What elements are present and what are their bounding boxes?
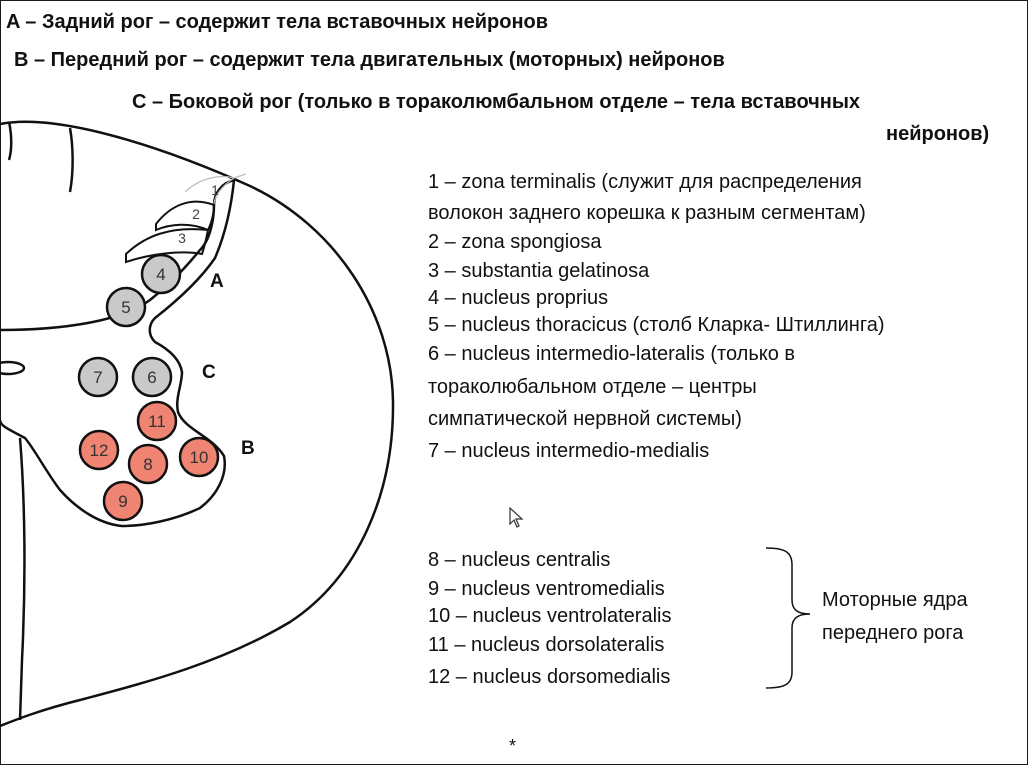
motor-legend-line-8: 8 – nucleus centralis — [428, 549, 611, 571]
posterior-sulcus — [70, 128, 73, 192]
footer-asterisk: * — [509, 736, 517, 756]
motor-legend-line-12: 12 – nucleus dorsomedialis — [428, 666, 671, 688]
motor-nuclei-brace — [766, 548, 810, 688]
nucleus-4-label: 4 — [156, 265, 166, 284]
nucleus-11-label: 11 — [148, 412, 166, 431]
motor-legend-line-11: 11 – nucleus dorsolateralis — [428, 634, 665, 656]
motor-legend-line-9: 9 – nucleus ventromedialis — [428, 578, 665, 600]
legend-line-6: 5 – nucleus thoracicus (столб Кларка- Штиллинга) — [428, 314, 885, 336]
legend-line-4: 3 – substantia gelatinosa — [428, 260, 650, 282]
heading-lateral-horn-continued: нейронов) — [886, 123, 990, 145]
anterior-median-fissure — [20, 438, 24, 720]
legend-line-7: 6 – nucleus intermedio-lateralis (только в — [428, 343, 796, 365]
horn-label-a: A — [210, 271, 224, 292]
nucleus-8-label: 8 — [143, 455, 153, 474]
zone-spongiosa-outline — [156, 202, 214, 230]
heading-anterior-horn: B – Передний рог – содержит тела двигательных (моторных) нейронов — [14, 49, 725, 71]
zone-2-label: 2 — [192, 206, 200, 222]
motor-group-label-line-1: Моторные ядра — [822, 589, 968, 611]
nucleus-9-label: 9 — [118, 492, 128, 511]
central-canal — [0, 362, 24, 374]
legend-line-9: симпатической нервной системы) — [428, 408, 742, 430]
motor-group-label-line-2: переднего рога — [822, 622, 964, 644]
zone-boundary-line — [234, 174, 246, 178]
legend-line-10: 7 – nucleus intermedio-medialis — [428, 440, 710, 462]
legend-line-5: 4 – nucleus proprius — [428, 287, 609, 309]
nucleus-10-label: 10 — [189, 448, 209, 467]
mouse-pointer-icon — [509, 507, 525, 529]
legend-line-2: волокон заднего корешка к разным сегментам) — [428, 202, 866, 224]
nucleus-5-label: 5 — [121, 298, 131, 317]
zone-terminalis-outline — [185, 177, 234, 205]
horn-label-b: B — [241, 438, 255, 459]
nucleus-12-label: 12 — [89, 441, 109, 460]
zone-1-label: 1 — [211, 182, 219, 198]
posterior-median-septum — [9, 122, 11, 160]
motor-legend-line-10: 10 – nucleus ventrolateralis — [428, 605, 672, 627]
zone-3-label: 3 — [178, 230, 186, 246]
legend-line-8: тораколюбальном отделе – центры — [428, 376, 757, 398]
legend-line-3: 2 – zona spongiosa — [428, 231, 602, 253]
nucleus-7-label: 7 — [93, 368, 103, 387]
legend-line-1: 1 – zona terminalis (служит для распределения — [428, 171, 862, 193]
heading-lateral-horn: C – Боковой рог (только в тораколюмбальном отделе – тела вставочных — [132, 91, 861, 113]
horn-label-c: C — [202, 362, 216, 383]
heading-posterior-horn: A – Задний рог – содержит тела вставочных нейронов — [6, 11, 549, 33]
nucleus-6-label: 6 — [147, 368, 157, 387]
